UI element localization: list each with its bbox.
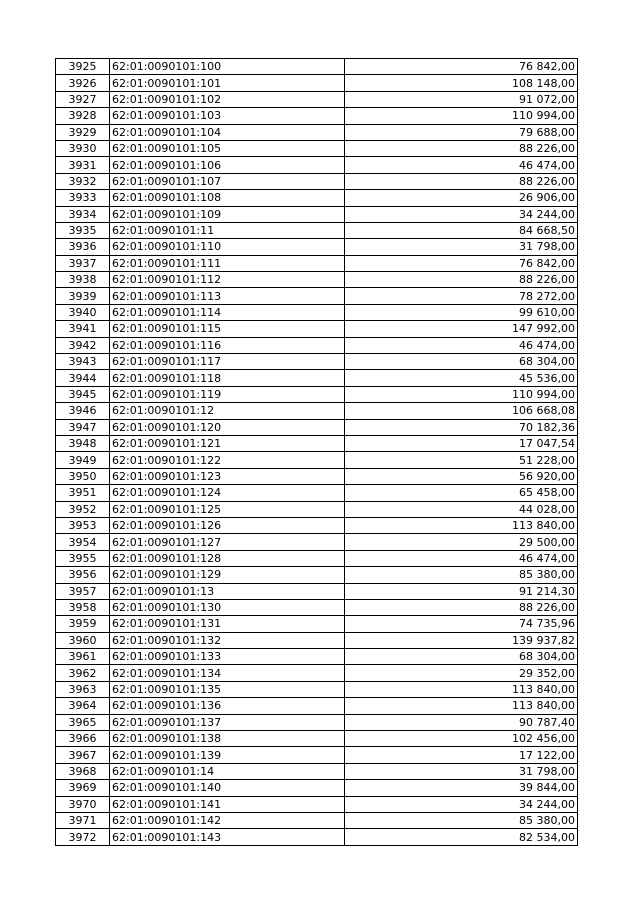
value-cell: 68 304,00 (345, 354, 578, 370)
cadastral-number-cell: 62:01:0090101:134 (110, 665, 345, 681)
table-row (56, 632, 578, 648)
row-number-cell: 3967 (56, 747, 110, 763)
cadastral-number-cell: 62:01:0090101:125 (110, 501, 345, 517)
value-cell: 68 304,00 (345, 649, 578, 665)
value-cell: 46 474,00 (345, 337, 578, 353)
value-cell: 76 842,00 (345, 59, 578, 75)
value-cell: 88 226,00 (345, 272, 578, 288)
row-number-cell: 3968 (56, 763, 110, 779)
table-row (56, 698, 578, 714)
cadastral-number-cell: 62:01:0090101:13 (110, 583, 345, 599)
cadastral-number-cell: 62:01:0090101:130 (110, 599, 345, 615)
value-cell: 82 534,00 (345, 829, 578, 845)
cadastral-number-cell: 62:01:0090101:108 (110, 190, 345, 206)
cadastral-number-cell: 62:01:0090101:103 (110, 108, 345, 124)
cadastral-number-cell: 62:01:0090101:129 (110, 567, 345, 583)
row-number-cell: 3948 (56, 435, 110, 451)
table-row (56, 501, 578, 517)
table-row (56, 419, 578, 435)
value-cell: 31 798,00 (345, 763, 578, 779)
table-row (56, 763, 578, 779)
table-row (56, 599, 578, 615)
cadastral-number-cell: 62:01:0090101:138 (110, 731, 345, 747)
cadastral-number-cell: 62:01:0090101:101 (110, 75, 345, 91)
value-cell: 34 244,00 (345, 796, 578, 812)
value-cell: 91 214,30 (345, 583, 578, 599)
table-row (56, 255, 578, 271)
table-row (56, 517, 578, 533)
value-cell: 106 668,08 (345, 403, 578, 419)
row-number-cell: 3963 (56, 681, 110, 697)
row-number-cell: 3952 (56, 501, 110, 517)
cadastral-number-cell: 62:01:0090101:133 (110, 649, 345, 665)
table-row (56, 173, 578, 189)
value-cell: 79 688,00 (345, 124, 578, 140)
cadastral-number-cell: 62:01:0090101:123 (110, 468, 345, 484)
table-row (56, 337, 578, 353)
cadastral-number-cell: 62:01:0090101:12 (110, 403, 345, 419)
row-number-cell: 3926 (56, 75, 110, 91)
table-row (56, 468, 578, 484)
value-cell: 74 735,96 (345, 616, 578, 632)
row-number-cell: 3946 (56, 403, 110, 419)
row-number-cell: 3943 (56, 354, 110, 370)
row-number-cell: 3934 (56, 206, 110, 222)
cadastral-number-cell: 62:01:0090101:112 (110, 272, 345, 288)
row-number-cell: 3935 (56, 222, 110, 238)
value-cell: 85 380,00 (345, 812, 578, 828)
row-number-cell: 3933 (56, 190, 110, 206)
cadastral-number-cell: 62:01:0090101:121 (110, 435, 345, 451)
value-cell: 139 937,82 (345, 632, 578, 648)
cadastral-number-cell: 62:01:0090101:14 (110, 763, 345, 779)
row-number-cell: 3937 (56, 255, 110, 271)
table-row (56, 812, 578, 828)
cadastral-number-cell: 62:01:0090101:107 (110, 173, 345, 189)
value-cell: 76 842,00 (345, 255, 578, 271)
cadastral-number-cell: 62:01:0090101:109 (110, 206, 345, 222)
table-row (56, 714, 578, 730)
table-row (56, 681, 578, 697)
cadastral-number-cell: 62:01:0090101:110 (110, 239, 345, 255)
cadastral-number-cell: 62:01:0090101:128 (110, 550, 345, 566)
cadastral-number-cell: 62:01:0090101:132 (110, 632, 345, 648)
table-row (56, 272, 578, 288)
cadastral-number-cell: 62:01:0090101:127 (110, 534, 345, 550)
row-number-cell: 3938 (56, 272, 110, 288)
table-row (56, 452, 578, 468)
row-number-cell: 3958 (56, 599, 110, 615)
table-row (56, 206, 578, 222)
cadastral-number-cell: 62:01:0090101:114 (110, 304, 345, 320)
value-cell: 99 610,00 (345, 304, 578, 320)
row-number-cell: 3971 (56, 812, 110, 828)
cadastral-number-cell: 62:01:0090101:131 (110, 616, 345, 632)
row-number-cell: 3942 (56, 337, 110, 353)
row-number-cell: 3965 (56, 714, 110, 730)
table-row (56, 567, 578, 583)
row-number-cell: 3931 (56, 157, 110, 173)
row-number-cell: 3954 (56, 534, 110, 550)
row-number-cell: 3929 (56, 124, 110, 140)
cadastral-number-cell: 62:01:0090101:119 (110, 386, 345, 402)
cadastral-number-cell: 62:01:0090101:100 (110, 59, 345, 75)
row-number-cell: 3940 (56, 304, 110, 320)
cadastral-number-cell: 62:01:0090101:116 (110, 337, 345, 353)
row-number-cell: 3953 (56, 517, 110, 533)
value-cell: 17 047,54 (345, 435, 578, 451)
row-number-cell: 3947 (56, 419, 110, 435)
cadastral-number-cell: 62:01:0090101:124 (110, 485, 345, 501)
registry-table (55, 58, 578, 846)
table-row (56, 370, 578, 386)
value-cell: 113 840,00 (345, 698, 578, 714)
value-cell: 29 352,00 (345, 665, 578, 681)
table-body (56, 59, 578, 846)
table-row (56, 485, 578, 501)
table-row (56, 829, 578, 845)
table-row (56, 140, 578, 156)
value-cell: 84 668,50 (345, 222, 578, 238)
cadastral-number-cell: 62:01:0090101:106 (110, 157, 345, 173)
table-row (56, 288, 578, 304)
table-row (56, 157, 578, 173)
cadastral-number-cell: 62:01:0090101:111 (110, 255, 345, 271)
value-cell: 51 228,00 (345, 452, 578, 468)
row-number-cell: 3945 (56, 386, 110, 402)
table-row (56, 239, 578, 255)
value-cell: 78 272,00 (345, 288, 578, 304)
table-row (56, 321, 578, 337)
table-row (56, 386, 578, 402)
value-cell: 108 148,00 (345, 75, 578, 91)
row-number-cell: 3964 (56, 698, 110, 714)
table-row (56, 124, 578, 140)
cadastral-number-cell: 62:01:0090101:139 (110, 747, 345, 763)
row-number-cell: 3928 (56, 108, 110, 124)
cadastral-number-cell: 62:01:0090101:126 (110, 517, 345, 533)
value-cell: 39 844,00 (345, 780, 578, 796)
row-number-cell: 3941 (56, 321, 110, 337)
cadastral-number-cell: 62:01:0090101:142 (110, 812, 345, 828)
value-cell: 44 028,00 (345, 501, 578, 517)
table-row (56, 108, 578, 124)
value-cell: 46 474,00 (345, 550, 578, 566)
row-number-cell: 3951 (56, 485, 110, 501)
cadastral-number-cell: 62:01:0090101:143 (110, 829, 345, 845)
cadastral-number-cell: 62:01:0090101:122 (110, 452, 345, 468)
table-row (56, 649, 578, 665)
cadastral-number-cell: 62:01:0090101:141 (110, 796, 345, 812)
value-cell: 70 182,36 (345, 419, 578, 435)
row-number-cell: 3936 (56, 239, 110, 255)
value-cell: 88 226,00 (345, 599, 578, 615)
table-row (56, 731, 578, 747)
row-number-cell: 3960 (56, 632, 110, 648)
value-cell: 65 458,00 (345, 485, 578, 501)
table-row (56, 796, 578, 812)
value-cell: 88 226,00 (345, 173, 578, 189)
cadastral-number-cell: 62:01:0090101:136 (110, 698, 345, 714)
row-number-cell: 3927 (56, 91, 110, 107)
row-number-cell: 3970 (56, 796, 110, 812)
table-row (56, 304, 578, 320)
table-row (56, 403, 578, 419)
value-cell: 91 072,00 (345, 91, 578, 107)
row-number-cell: 3969 (56, 780, 110, 796)
row-number-cell: 3932 (56, 173, 110, 189)
row-number-cell: 3939 (56, 288, 110, 304)
table-row (56, 75, 578, 91)
value-cell: 29 500,00 (345, 534, 578, 550)
row-number-cell: 3925 (56, 59, 110, 75)
cadastral-number-cell: 62:01:0090101:118 (110, 370, 345, 386)
cadastral-number-cell: 62:01:0090101:11 (110, 222, 345, 238)
table-row (56, 91, 578, 107)
table-row (56, 59, 578, 75)
value-cell: 56 920,00 (345, 468, 578, 484)
table-row (56, 665, 578, 681)
cadastral-number-cell: 62:01:0090101:120 (110, 419, 345, 435)
row-number-cell: 3961 (56, 649, 110, 665)
value-cell: 31 798,00 (345, 239, 578, 255)
table-row (56, 435, 578, 451)
row-number-cell: 3959 (56, 616, 110, 632)
row-number-cell: 3956 (56, 567, 110, 583)
row-number-cell: 3962 (56, 665, 110, 681)
row-number-cell: 3966 (56, 731, 110, 747)
table-row (56, 550, 578, 566)
row-number-cell: 3930 (56, 140, 110, 156)
cadastral-number-cell: 62:01:0090101:140 (110, 780, 345, 796)
value-cell: 113 840,00 (345, 517, 578, 533)
table-row (56, 354, 578, 370)
table-row (56, 747, 578, 763)
cadastral-number-cell: 62:01:0090101:117 (110, 354, 345, 370)
value-cell: 113 840,00 (345, 681, 578, 697)
cadastral-number-cell: 62:01:0090101:113 (110, 288, 345, 304)
value-cell: 102 456,00 (345, 731, 578, 747)
table-row (56, 190, 578, 206)
value-cell: 147 992,00 (345, 321, 578, 337)
cadastral-number-cell: 62:01:0090101:115 (110, 321, 345, 337)
cadastral-number-cell: 62:01:0090101:105 (110, 140, 345, 156)
value-cell: 90 787,40 (345, 714, 578, 730)
value-cell: 110 994,00 (345, 108, 578, 124)
cadastral-number-cell: 62:01:0090101:137 (110, 714, 345, 730)
row-number-cell: 3950 (56, 468, 110, 484)
table-row (56, 534, 578, 550)
table-row (56, 780, 578, 796)
row-number-cell: 3972 (56, 829, 110, 845)
value-cell: 17 122,00 (345, 747, 578, 763)
row-number-cell: 3955 (56, 550, 110, 566)
cadastral-number-cell: 62:01:0090101:104 (110, 124, 345, 140)
row-number-cell: 3957 (56, 583, 110, 599)
row-number-cell: 3944 (56, 370, 110, 386)
value-cell: 34 244,00 (345, 206, 578, 222)
value-cell: 46 474,00 (345, 157, 578, 173)
value-cell: 26 906,00 (345, 190, 578, 206)
table-row (56, 583, 578, 599)
table-row (56, 222, 578, 238)
value-cell: 85 380,00 (345, 567, 578, 583)
value-cell: 45 536,00 (345, 370, 578, 386)
table-row (56, 616, 578, 632)
row-number-cell: 3949 (56, 452, 110, 468)
cadastral-number-cell: 62:01:0090101:102 (110, 91, 345, 107)
value-cell: 110 994,00 (345, 386, 578, 402)
cadastral-number-cell: 62:01:0090101:135 (110, 681, 345, 697)
value-cell: 88 226,00 (345, 140, 578, 156)
